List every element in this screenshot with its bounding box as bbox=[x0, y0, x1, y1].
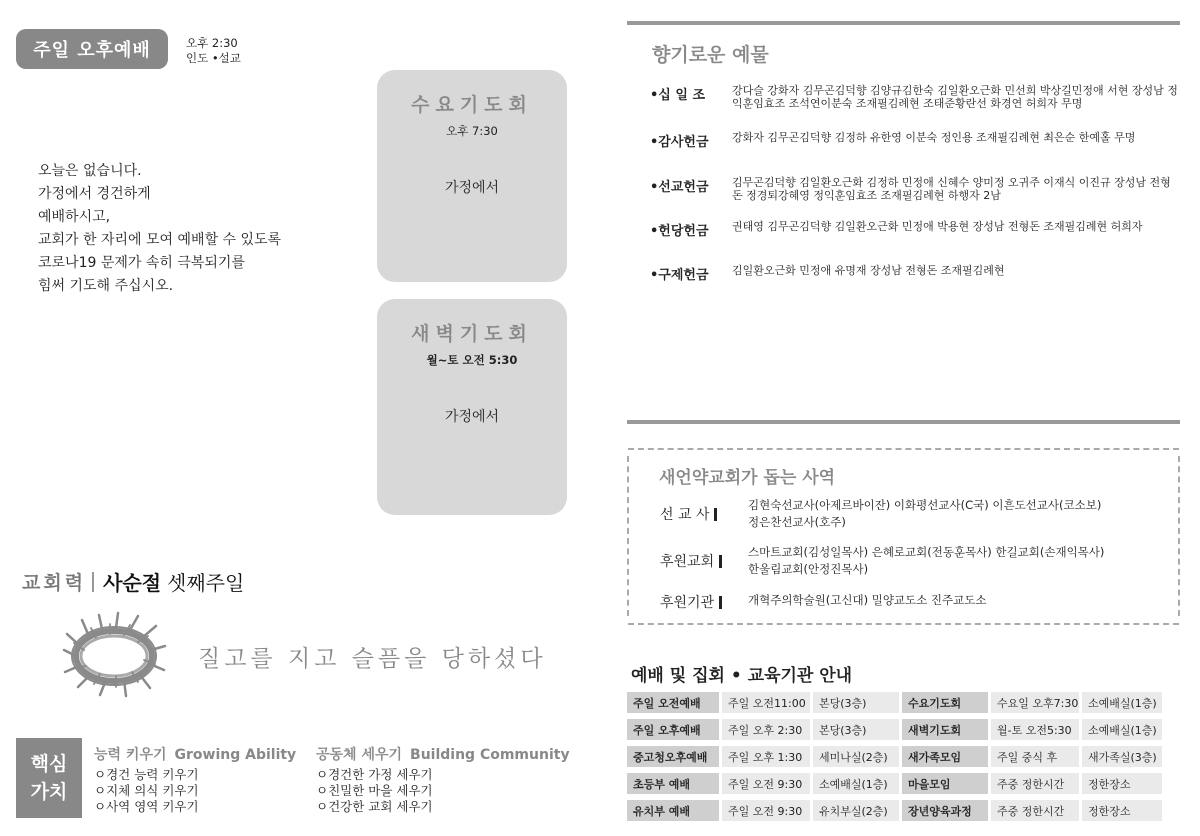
wednesday-title: 수요기도회 bbox=[411, 94, 533, 116]
offering-names: 강다슬 강화자 김무곤김덕향 김양규김한숙 김일환오근화 민선희 박상길민정애 서현 장성남 정익훈임효조 조석연이분숙 조재필김례현 조태준황란선 화경연 허희자 무명 bbox=[732, 84, 1178, 110]
core-value-en: Growing Ability bbox=[174, 747, 297, 763]
schedule-cell: 유치부 예배 bbox=[627, 800, 719, 821]
mission-values bbox=[748, 497, 1148, 531]
schedule-cell: 새가족실(3층) bbox=[1082, 746, 1162, 767]
church-calendar-heading bbox=[22, 567, 244, 596]
schedule-cell: 소예배실(1층) bbox=[1082, 692, 1162, 713]
offering-row bbox=[650, 264, 1180, 283]
schedule-cell: 장년양육과정 bbox=[902, 800, 988, 821]
schedule-row bbox=[627, 800, 1165, 821]
mission-values bbox=[748, 592, 1148, 612]
offering-row bbox=[650, 220, 1180, 239]
core-value-building-community bbox=[316, 744, 570, 815]
middle-divider bbox=[627, 420, 1180, 424]
core-value-ko: 공동체 세우기 bbox=[316, 747, 403, 763]
mission-line: 한울림교회(안정진목사) bbox=[748, 562, 869, 576]
schedule-cell: 주일 오전11:00 bbox=[722, 692, 810, 713]
mission-values bbox=[748, 544, 1148, 578]
core-value-item: ㅇ건강한 교회 세우기 bbox=[316, 799, 433, 814]
wednesday-prayer-card bbox=[377, 70, 567, 282]
schedule-cell: 새가족모임 bbox=[902, 746, 988, 767]
mission-line: 스마트교회(김성일목사) 은혜로교회(전동훈목사) 한길교회(손재익목사) bbox=[748, 545, 1105, 559]
schedule-cell: 정한장소 bbox=[1082, 773, 1162, 794]
crown-of-thorns-icon bbox=[58, 610, 170, 700]
calendar-season: 사순절 bbox=[103, 571, 162, 595]
schedule-cell: 주일 오후 1:30 bbox=[722, 746, 810, 767]
schedule-cell: 소예배실(1층) bbox=[1082, 719, 1162, 740]
schedule-cell: 주중 정한시간 bbox=[991, 800, 1079, 821]
offering-label: •십 일 조 bbox=[650, 88, 706, 103]
core-values-label-line: 핵심 bbox=[30, 753, 68, 775]
schedule-row bbox=[627, 746, 1165, 767]
dawn-time: 월~토 오전 5:30 bbox=[426, 353, 518, 367]
top-divider bbox=[627, 21, 1180, 25]
schedule-title: 예배 및 집회 • 교육기관 안내 bbox=[631, 666, 853, 686]
schedule-table bbox=[627, 692, 1165, 827]
core-value-item: ㅇ친밀한 마을 세우기 bbox=[316, 783, 433, 798]
mission-line: 김현숙선교사(아제르바이잔) 이화평선교사(C국) 이흔도선교사(코소보) bbox=[748, 498, 1102, 512]
offering-names: 김무곤김덕향 김일환오근화 김정하 민정애 신혜수 양미정 오귀주 이재식 이진규 장성남 전형돈 정경퇴강혜영 정익훈임효조 조재필김례현 하행자 2남 bbox=[732, 176, 1171, 202]
schedule-cell: 유치부실(2층) bbox=[813, 800, 899, 821]
calendar-label: 교회력 bbox=[22, 572, 87, 594]
notice-line: 코로나19 문제가 속히 극복되기를 bbox=[38, 255, 245, 271]
offering-label: •감사헌금 bbox=[650, 135, 709, 150]
schedule-row bbox=[627, 719, 1165, 740]
schedule-cell: 정한장소 bbox=[1082, 800, 1162, 821]
calendar-week: 셋째주일 bbox=[167, 571, 245, 595]
mission-label bbox=[660, 497, 748, 531]
sunday-pm-title: 주일 오후예배 bbox=[16, 29, 168, 69]
mission-row bbox=[660, 544, 1148, 578]
mission-label-text: 후원기관 bbox=[660, 595, 715, 611]
schedule-cell: 마을모임 bbox=[902, 773, 988, 794]
schedule-cell: 주일 오후예배 bbox=[627, 719, 719, 740]
dawn-title: 새벽기도회 bbox=[411, 323, 533, 345]
core-value-item: ㅇ경건한 가정 세우기 bbox=[316, 767, 433, 782]
sunday-pm-leader: 인도 •설교 bbox=[186, 51, 241, 65]
schedule-cell: 본당(3층) bbox=[813, 719, 899, 740]
frame-right-edge bbox=[1178, 456, 1180, 616]
offerings-title: 향기로운 예물 bbox=[652, 44, 769, 66]
offering-names: 권태영 김무곤김덕향 김일환오근화 민정애 박용현 장성남 전형돈 조재필김례현 허희자 bbox=[732, 220, 1143, 233]
schedule-row bbox=[627, 773, 1165, 794]
mission-label bbox=[660, 544, 748, 578]
offering-row bbox=[650, 176, 1180, 202]
schedule-cell: 주일 오전 9:30 bbox=[722, 800, 810, 821]
schedule-cell: 주일 오후 2:30 bbox=[722, 719, 810, 740]
offering-row bbox=[650, 131, 1180, 150]
schedule-cell: 세미나실(2층) bbox=[813, 746, 899, 767]
sermon-theme: 질고를 지고 슬픔을 당하셨다 bbox=[198, 646, 547, 672]
schedule-cell: 월-토 오전5:30 bbox=[991, 719, 1079, 740]
core-value-item: ㅇ사역 영역 키우기 bbox=[94, 799, 199, 814]
calendar-divider bbox=[92, 572, 94, 592]
schedule-cell: 수요일 오후7:30 bbox=[991, 692, 1079, 713]
mission-row bbox=[660, 592, 1148, 612]
offering-label: •선교헌금 bbox=[650, 180, 709, 195]
schedule-cell: 본당(3층) bbox=[813, 692, 899, 713]
offering-names: 김일환오근화 민정애 유명재 장성남 전형돈 조재필김례현 bbox=[732, 264, 1005, 277]
label-bar bbox=[719, 555, 722, 568]
sunday-pm-time: 오후 2:30 bbox=[186, 36, 238, 50]
schedule-cell: 새벽기도회 bbox=[902, 719, 988, 740]
core-value-item: ㅇ지체 의식 키우기 bbox=[94, 783, 199, 798]
mission-label-text: 선 교 사 bbox=[660, 507, 710, 523]
core-value-en: Building Community bbox=[410, 747, 570, 763]
notice-line: 힘써 기도해 주십시오. bbox=[38, 278, 174, 294]
core-values-label-line: 가치 bbox=[30, 781, 68, 803]
notice-line: 오늘은 없습니다. bbox=[38, 163, 142, 179]
schedule-cell: 중고청오후예배 bbox=[627, 746, 719, 767]
schedule-cell: 수요기도회 bbox=[902, 692, 988, 713]
schedule-row bbox=[627, 692, 1165, 713]
offering-label: •구제헌금 bbox=[650, 268, 709, 283]
core-values-label bbox=[16, 738, 82, 818]
offering-row bbox=[650, 84, 1180, 110]
notice-text bbox=[38, 160, 281, 298]
label-bar bbox=[714, 508, 717, 521]
dawn-place: 가정에서 bbox=[444, 409, 500, 425]
mission-label bbox=[660, 592, 748, 612]
mission-label-text: 후원교회 bbox=[660, 554, 715, 570]
notice-line: 가정에서 경건하게 bbox=[38, 186, 151, 202]
schedule-cell: 주일 오전예배 bbox=[627, 692, 719, 713]
schedule-cell: 주일 중식 후 bbox=[991, 746, 1079, 767]
core-value-growing-ability bbox=[94, 744, 296, 815]
core-value-ko: 능력 키우기 bbox=[94, 747, 167, 763]
mission-line: 정은찬선교사(호주) bbox=[748, 515, 846, 529]
offering-label: •헌당헌금 bbox=[650, 224, 709, 239]
wednesday-time: 오후 7:30 bbox=[446, 124, 498, 138]
wednesday-place: 가정에서 bbox=[444, 180, 500, 196]
mission-row bbox=[660, 497, 1148, 531]
missions-title: 새언약교회가 돕는 사역 bbox=[659, 468, 836, 488]
label-bar bbox=[719, 596, 722, 609]
notice-line: 교회가 한 자리에 모여 예배할 수 있도록 bbox=[38, 232, 282, 248]
schedule-cell: 주중 정한시간 bbox=[991, 773, 1079, 794]
notice-line: 예배하시고, bbox=[38, 209, 111, 225]
schedule-cell: 주일 오전 9:30 bbox=[722, 773, 810, 794]
core-value-item: ㅇ경건 능력 키우기 bbox=[94, 767, 199, 782]
schedule-cell: 소예배실(1층) bbox=[813, 773, 899, 794]
mission-line: 개혁주의학술원(고신대) 밀양교도소 진주교도소 bbox=[748, 593, 987, 607]
schedule-cell: 초등부 예배 bbox=[627, 773, 719, 794]
sunday-pm-meta bbox=[186, 36, 241, 66]
offering-names: 강화자 김무곤김덕향 김정하 유한영 이분숙 정인용 조재필김례현 최은순 한예홀 무명 bbox=[732, 131, 1136, 144]
frame-left-edge bbox=[627, 456, 629, 616]
dawn-prayer-card bbox=[377, 299, 567, 515]
